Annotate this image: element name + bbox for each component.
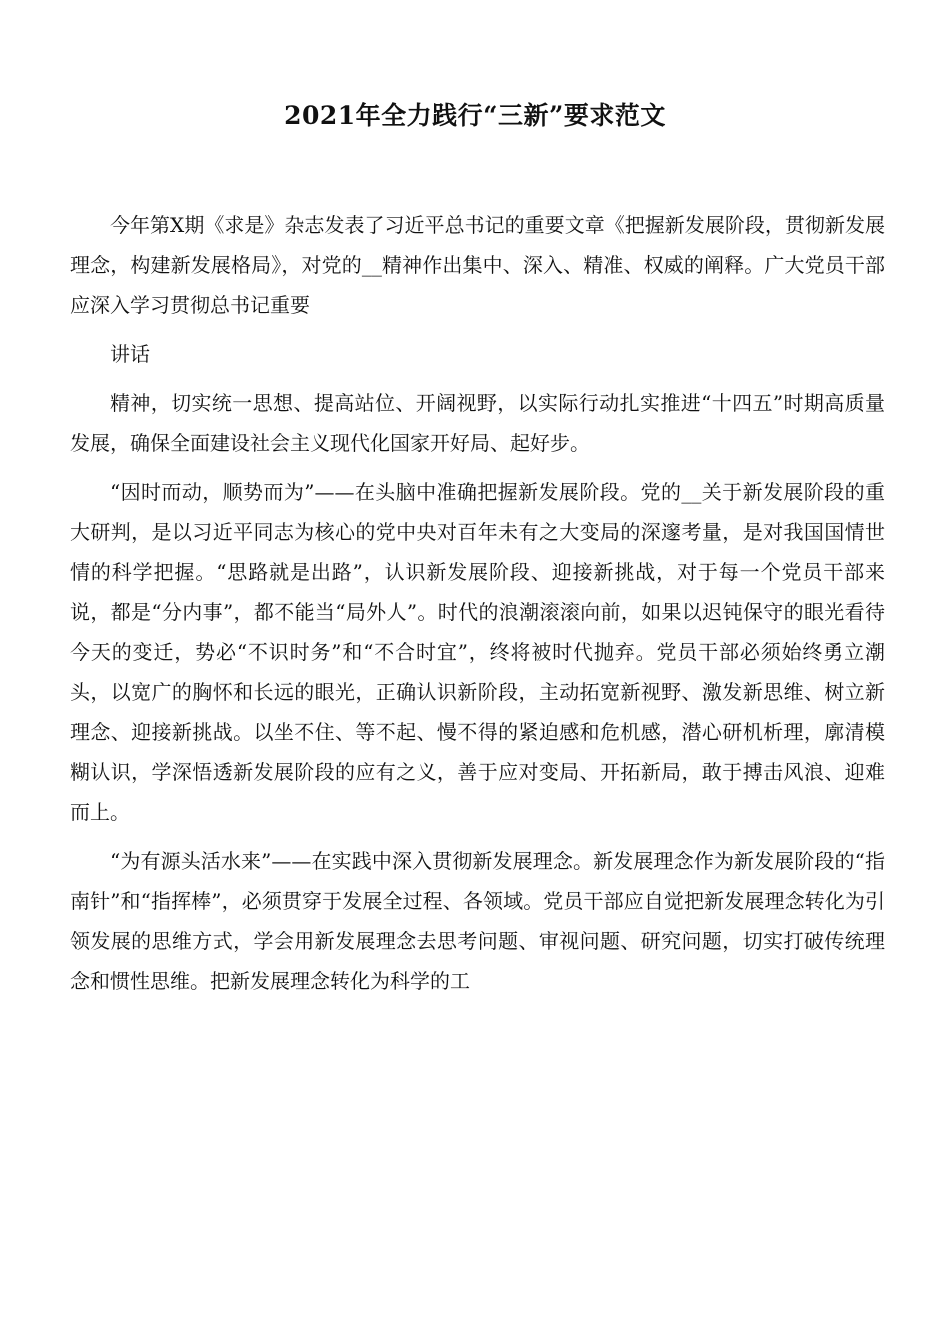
paragraph-1: 今年第X期《求是》杂志发表了习近平总书记的重要文章《把握新发展阶段，贯彻新发展理念，构建新发展格局》，对党的__精神作出集中、深入、精准、权威的阐释。广大党员干部应深入学习贯彻总书记重要 [70,213,885,317]
paragraph-5: “为有源头活水来”——在实践中深入贯彻新发展理念。新发展理念作为新发展阶段的“指南针”和“指挥棒”，必须贯穿于发展全过程、各领域。党员干部应自觉把新发展理念转化为引领发展的思维方式，学会用新发展理念去思考问题、审视问题、研究问题，切实打破传统理念和惯性思维。把新发展理念转化为科学的工 [70,849,885,993]
paragraph-2: 讲话 [110,342,150,366]
paragraph-4: “因时而动，顺势而为”——在头脑中准确把握新发展阶段。党的__关于新发展阶段的重大研判，是以习近平同志为核心的党中央对百年未有之大变局的深邃考量，是对我国国情世情的科学把握。“思路就是出路”，认识新发展阶段、迎接新挑战，对于每一个党员干部来说，都是“分内事”，都不能当“局外人”。时代的浪潮滚滚向前，如果以迟钝保守的眼光看待今天的变迁，势必“不识时务”和“不合时宜”，终将被时代抛弃。党员干部必须始终勇立潮头，以宽广的胸怀和长远的眼光，正确认识新阶段，主动拓宽新视野、激发新思维、树立新理念、迎接新挑战。以坐不住、等不起、慢不得的紧迫感和危机感，潜心研机析理，廓清模糊认识，学深悟透新发展阶段的应有之义，善于应对变局、开拓新局，敢于搏击风浪、迎难而上。 [70,480,885,824]
document-body [70,205,885,1010]
paragraph-3: 精神，切实统一思想、提高站位、开阔视野，以实际行动扎实推进“十四五”时期高质量发展，确保全面建设社会主义现代化国家开好局、起好步。 [70,391,885,455]
document-title: 2021年全力践行“三新”要求范文 [284,101,666,130]
